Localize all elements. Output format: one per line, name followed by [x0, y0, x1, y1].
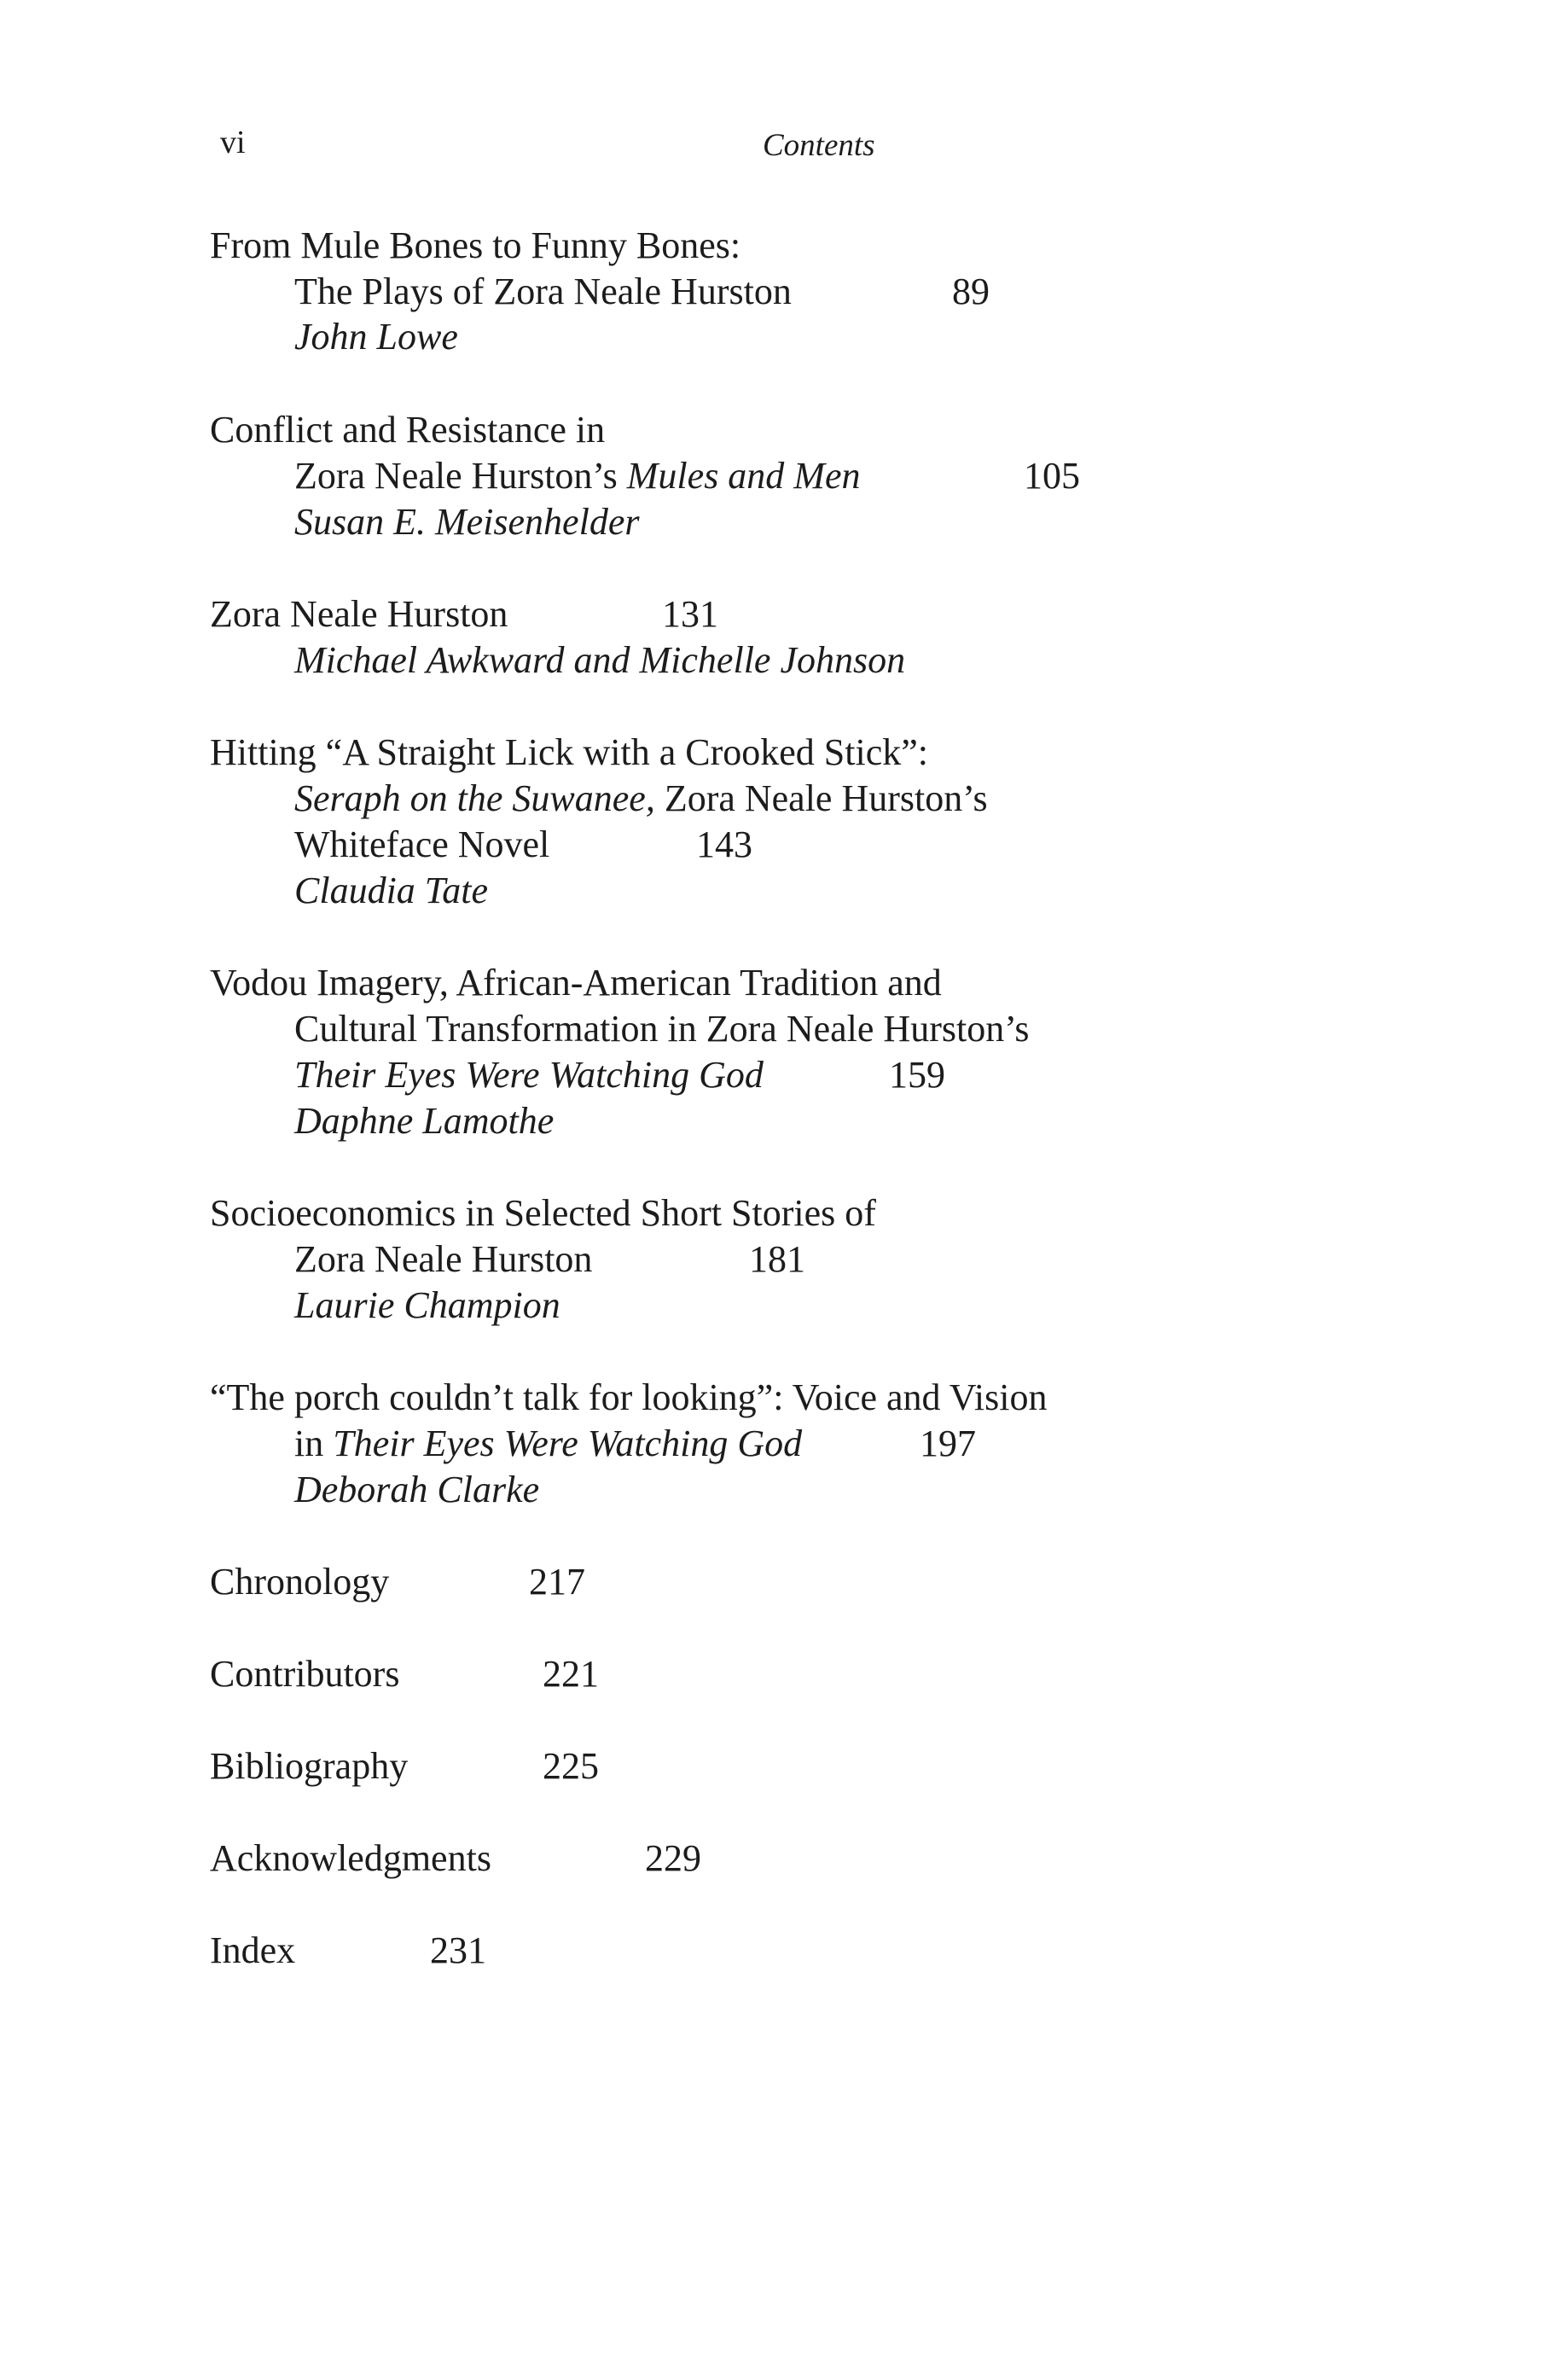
- entry-title-italic: Seraph on the Suwanee,: [294, 777, 655, 819]
- entry-page-number: 221: [543, 1653, 599, 1695]
- entry-title-line: Vodou Imagery, African-American Tradition and: [210, 962, 942, 1004]
- entry-author: Claudia Tate: [294, 870, 488, 911]
- entry-title-text: Zora Neale Hurston’s: [294, 455, 627, 497]
- entry-title-line: Bibliography: [210, 1745, 409, 1787]
- entry-title-italic: Their Eyes Were Watching God: [333, 1423, 803, 1464]
- entry-title-line: [294, 777, 988, 819]
- running-head: Contents: [763, 128, 875, 163]
- entry-author: Michael Awkward and Michelle Johnson: [294, 639, 906, 681]
- entry-author: Deborah Clarke: [294, 1469, 540, 1510]
- entry-page-number: 229: [645, 1837, 701, 1879]
- entry-title-line: The Plays of Zora Neale Hurston: [294, 271, 792, 312]
- entry-title-line: Contributors: [210, 1653, 400, 1695]
- entry-title-line: Index: [210, 1929, 296, 1971]
- entry-page-number: 89: [952, 271, 990, 312]
- entry-page-number: 231: [430, 1929, 486, 1971]
- entry-title-line: Hitting “A Straight Lick with a Crooked Stick”:: [210, 731, 928, 773]
- entry-page-number: 105: [1024, 455, 1080, 497]
- entry-page-number: 225: [543, 1745, 599, 1787]
- entry-author: Susan E. Meisenhelder: [294, 501, 640, 543]
- entry-page-number: 217: [529, 1561, 585, 1603]
- entry-title-line: Cultural Transformation in Zora Neale Hurston’s: [294, 1008, 1030, 1050]
- entry-page-number: 131: [662, 593, 718, 635]
- entry-page-number: 143: [696, 823, 752, 865]
- entry-title-line: Socioeconomics in Selected Short Stories of: [210, 1192, 876, 1234]
- entry-author: Laurie Champion: [294, 1284, 560, 1326]
- page-number: vi: [220, 125, 246, 160]
- entry-title-line: “The porch couldn’t talk for looking”: Voice and Vision: [210, 1376, 1048, 1418]
- entry-title-text: in: [294, 1423, 334, 1464]
- entry-title-line: Conflict and Resistance in: [210, 409, 606, 451]
- entry-author: John Lowe: [294, 316, 458, 358]
- entry-title-line: Chronology: [210, 1561, 390, 1603]
- entry-title-text: Zora Neale Hurston’s: [654, 777, 988, 819]
- entry-title-line: From Mule Bones to Funny Bones:: [210, 224, 741, 266]
- entry-page-number: 159: [889, 1054, 945, 1096]
- entry-page-number: 197: [920, 1423, 976, 1464]
- entry-title-italic: Mules and Men: [626, 455, 861, 497]
- entry-title-italic: Their Eyes Were Watching God: [294, 1054, 764, 1096]
- entry-page-number: 181: [749, 1238, 805, 1280]
- entry-title-line: Acknowledgments: [210, 1837, 491, 1879]
- entry-title-line: [294, 1425, 802, 1463]
- entry-author: Daphne Lamothe: [294, 1100, 555, 1142]
- entry-title-line: Whiteface Novel: [294, 823, 550, 865]
- entry-title-line: Zora Neale Hurston: [210, 593, 508, 635]
- entry-title-line: Zora Neale Hurston: [294, 1238, 593, 1280]
- entry-title-line: [294, 457, 861, 495]
